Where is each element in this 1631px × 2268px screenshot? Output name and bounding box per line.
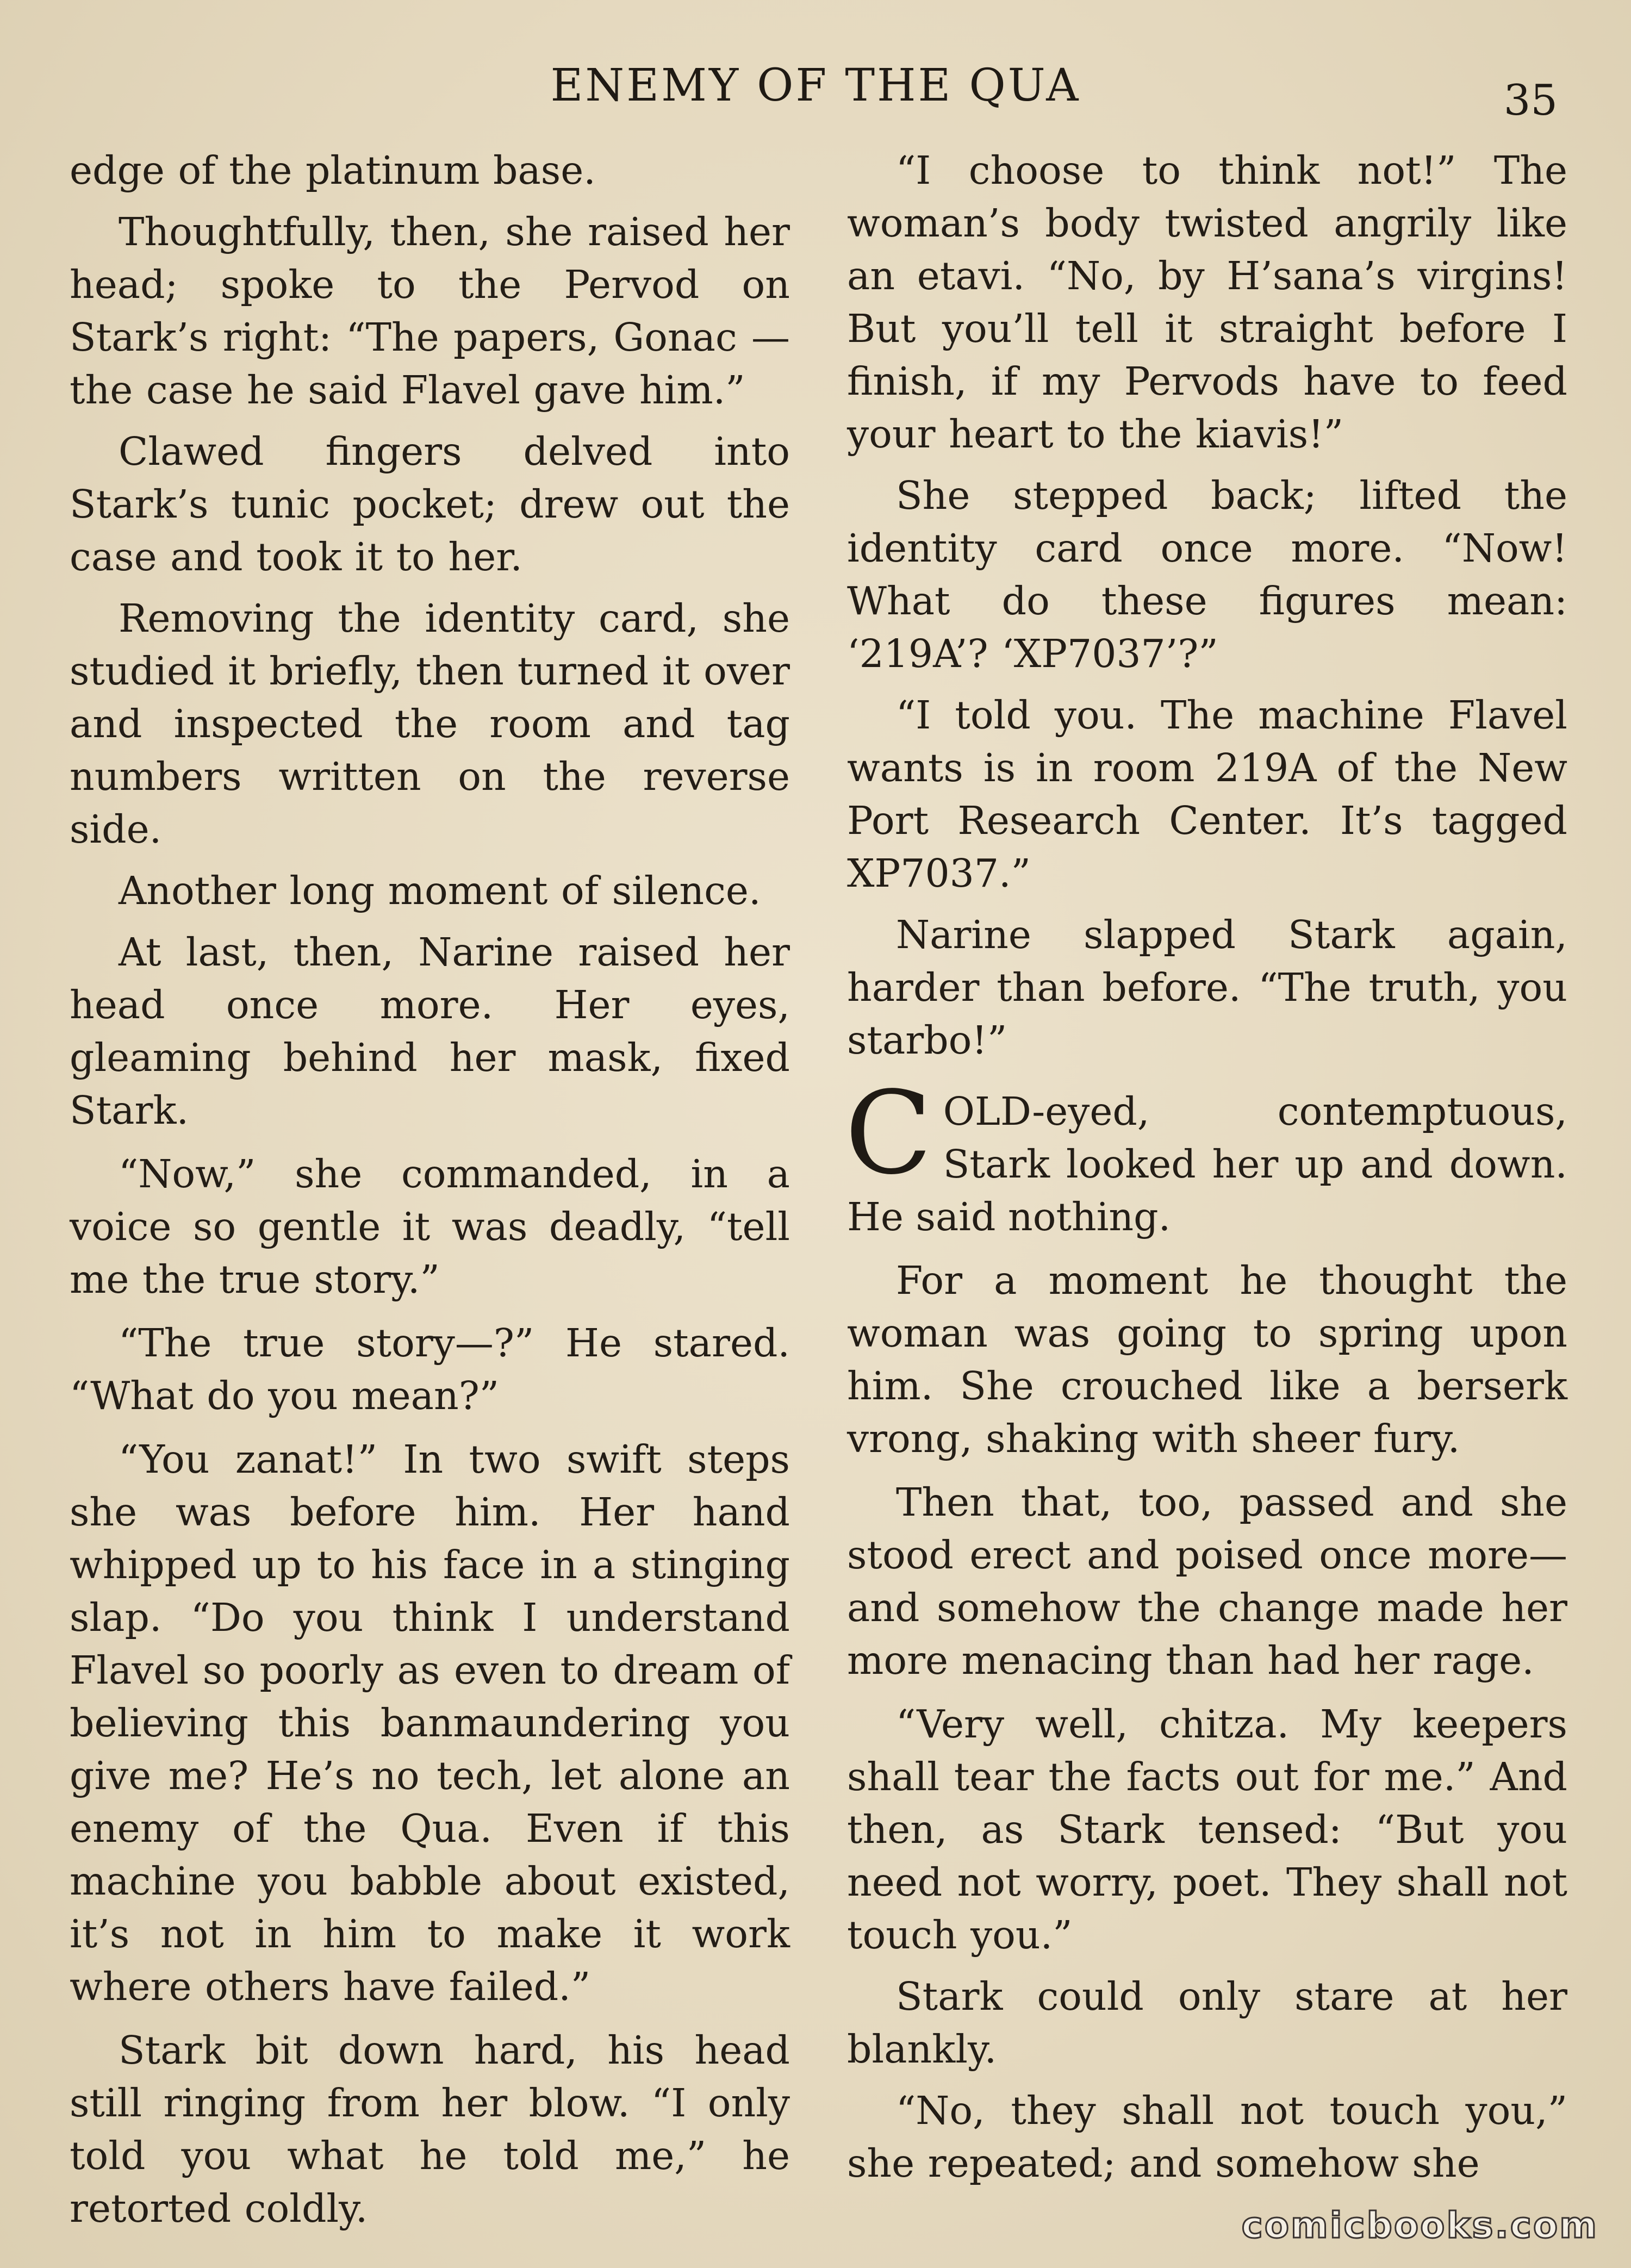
page-number: 35 — [1503, 76, 1558, 125]
paragraph: “Very well, chitza. My keepers shall tear the facts out for me.” And then, as Stark tensed: “But you need not worry, poet. They shall not touch you.” — [847, 1702, 1567, 1958]
left-text-column — [70, 144, 790, 2244]
paragraph: For a moment he thought the woman was going to spring upon him. She crouched like a berserk vrong, shaking with sheer fury. — [847, 1258, 1567, 1461]
paragraph: Another long moment of silence. — [119, 868, 761, 913]
paragraph: Stark could only stare at her blankly. — [847, 1974, 1567, 2072]
paragraph: She stepped back; lifted the identity card once more. “Now! What do these figures mean: ‘219A’? ‘XP7037’?” — [847, 473, 1567, 676]
paragraph: “I choose to think not!” The woman’s body twisted angrily like an etavi. “No, by H’sana’s virgins! But you’ll tell it straight before I finish, if my Pervods have to feed your heart to the kiavis!” — [847, 148, 1567, 457]
paragraph: “The true story—?” He stared. “What do you mean?” — [70, 1320, 790, 1418]
paragraph: Thoughtfully, then, she raised her head; spoke to the Pervod on Stark’s right: “The papers, Gonac —the case he said Flavel gave him.” — [70, 209, 790, 413]
site-watermark: comicbooks.com — [1241, 2204, 1598, 2246]
paragraph: Narine slapped Stark again, harder than before. “The truth, you starbo!” — [847, 912, 1567, 1063]
running-title: ENEMY OF THE QUA — [550, 60, 1081, 111]
section-opening-paragraph — [845, 1067, 1567, 1243]
paragraph: Then that, too, passed and she stood erect and poised once more—and somehow the change made her more menacing than had her rage. — [847, 1480, 1567, 1683]
paragraph: “Now,” she commanded, in a voice so gentle it was deadly, “tell me the true story.” — [70, 1151, 790, 1302]
paragraph: “You zanat!” In two swift steps she was before him. Her hand whipped up to his face in a stinging slap. “Do you think I understand Flavel so poorly as even to dream of believing this banmaundering you give me? He’s no tech, let alone an enemy of the Qua. Even if this machine you babble about existed, it’s not in him to make it work where others have failed.” — [70, 1437, 790, 2009]
right-text-column — [847, 144, 1567, 2198]
drop-cap: C — [845, 1067, 932, 1200]
paragraph: At last, then, Narine raised her head once more. Her eyes, gleaming behind her mask, fixed Stark. — [70, 930, 790, 1133]
paragraph: “I told you. The machine Flavel wants is in room 219A of the New Port Research Center. It’s tagged XP7037.” — [847, 693, 1567, 896]
paragraph: Clawed fingers delved into Stark’s tunic pocket; drew out the case and took it to her. — [70, 429, 790, 580]
paragraph: “No, they shall not touch you,” she repeated; and somehow she — [847, 2088, 1567, 2186]
section-opening-text: OLD-eyed, contemptuous, Stark looked her up and down. He said nothing. — [847, 1089, 1567, 1239]
paragraph: Stark bit down hard, his head still ringing from her blow. “I only told you what he told me,” he retorted coldly. — [70, 2028, 790, 2231]
paragraph: Removing the identity card, she studied it briefly, then turned it over and inspected the room and tag numbers written on the reverse side. — [70, 596, 790, 852]
paragraph: edge of the platinum base. — [70, 148, 596, 193]
